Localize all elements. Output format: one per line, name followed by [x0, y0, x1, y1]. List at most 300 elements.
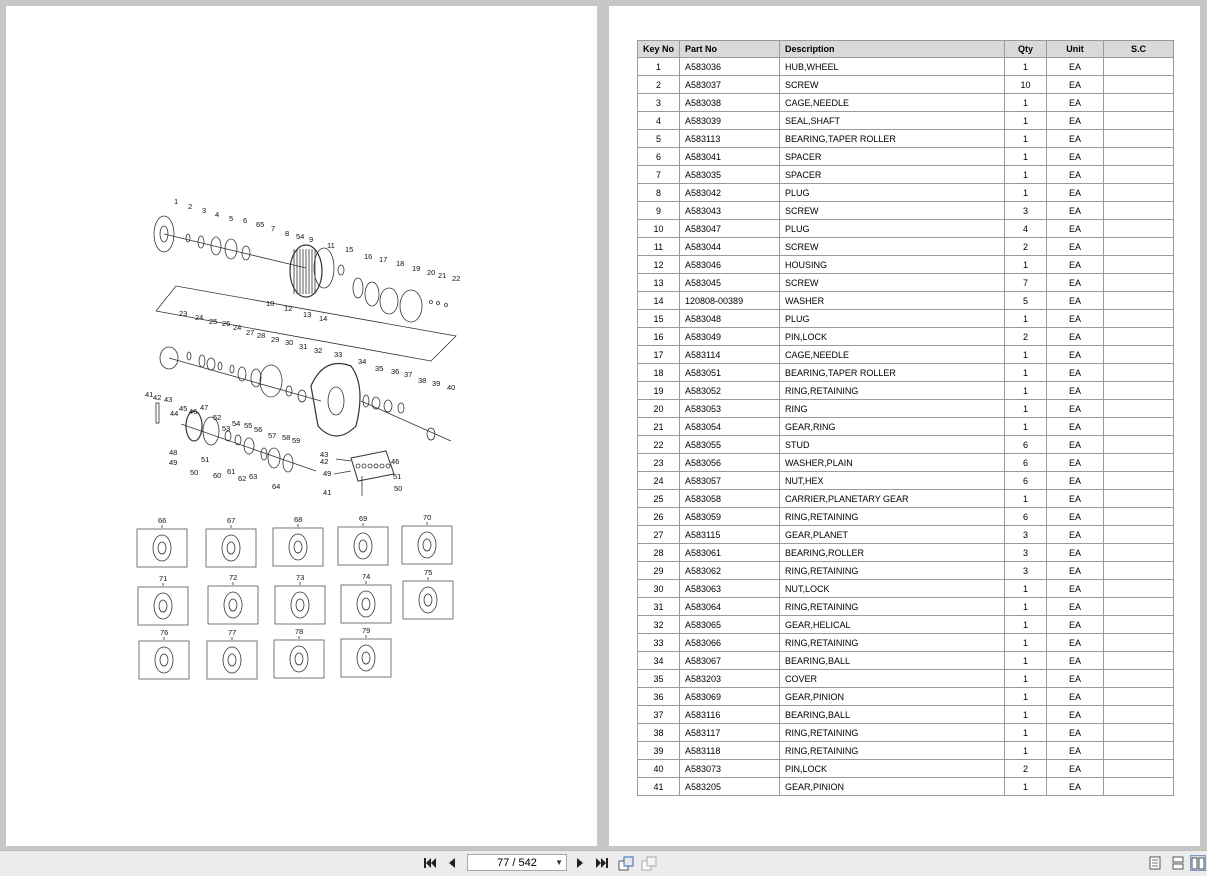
- cell-qty: 6: [1005, 508, 1047, 526]
- cell-unit: EA: [1047, 238, 1104, 256]
- cell-qty: 1: [1005, 652, 1047, 670]
- cell-unit: EA: [1047, 58, 1104, 76]
- cell-sc: [1104, 544, 1174, 562]
- cell-key-no: 5: [638, 130, 680, 148]
- cell-key-no: 12: [638, 256, 680, 274]
- kit-box: [208, 582, 258, 624]
- cell-sc: [1104, 166, 1174, 184]
- cell-sc: [1104, 292, 1174, 310]
- table-row: [638, 220, 1174, 238]
- cell-sc: [1104, 436, 1174, 454]
- cell-sc: [1104, 346, 1174, 364]
- callout-label: 22: [452, 274, 461, 283]
- cell-description: BEARING,TAPER ROLLER: [780, 130, 1005, 148]
- cell-sc: [1104, 742, 1174, 760]
- callout-label: 58: [282, 433, 291, 442]
- table-row: [638, 616, 1174, 634]
- cell-sc: [1104, 202, 1174, 220]
- cell-unit: EA: [1047, 508, 1104, 526]
- cell-description: RING: [780, 400, 1005, 418]
- kit-label: 73: [296, 573, 305, 582]
- cell-key-no: 18: [638, 364, 680, 382]
- last-page-icon: [595, 857, 609, 869]
- cell-description: BEARING,BALL: [780, 706, 1005, 724]
- cell-qty: 1: [1005, 58, 1047, 76]
- cell-part-no: A583114: [680, 346, 780, 364]
- cell-sc: [1104, 706, 1174, 724]
- cell-description: BEARING,BALL: [780, 652, 1005, 670]
- callout-label: 64: [272, 482, 281, 491]
- cell-description: PLUG: [780, 184, 1005, 202]
- cell-qty: 1: [1005, 166, 1047, 184]
- cell-unit: EA: [1047, 418, 1104, 436]
- cell-part-no: A583039: [680, 112, 780, 130]
- cell-key-no: 33: [638, 634, 680, 652]
- table-row: [638, 310, 1174, 328]
- cell-part-no: A583045: [680, 274, 780, 292]
- cell-key-no: 32: [638, 616, 680, 634]
- cell-key-no: 34: [638, 652, 680, 670]
- cell-key-no: 24: [638, 472, 680, 490]
- cell-unit: EA: [1047, 382, 1104, 400]
- cell-unit: EA: [1047, 652, 1104, 670]
- cell-unit: EA: [1047, 148, 1104, 166]
- cell-description: COVER: [780, 670, 1005, 688]
- cell-unit: EA: [1047, 760, 1104, 778]
- cell-unit: EA: [1047, 742, 1104, 760]
- fit-width-icon: [641, 856, 657, 871]
- callout-label: 54: [232, 419, 241, 428]
- cell-part-no: A583061: [680, 544, 780, 562]
- cell-description: SCREW: [780, 76, 1005, 94]
- kit-box: [341, 635, 391, 677]
- cell-sc: [1104, 508, 1174, 526]
- right-page: [609, 6, 1200, 846]
- cell-key-no: 14: [638, 292, 680, 310]
- kit-box: [273, 524, 323, 566]
- fit-width-button[interactable]: [641, 855, 657, 871]
- cell-description: GEAR,PINION: [780, 778, 1005, 796]
- cell-description: GEAR,HELICAL: [780, 616, 1005, 634]
- cell-part-no: A583049: [680, 328, 780, 346]
- cell-qty: 1: [1005, 256, 1047, 274]
- table-row: [638, 184, 1174, 202]
- cell-key-no: 26: [638, 508, 680, 526]
- kit-box: [207, 637, 257, 679]
- cell-qty: 3: [1005, 544, 1047, 562]
- callout-label: 46: [391, 457, 400, 466]
- single-page-view-button[interactable]: [1147, 855, 1163, 871]
- callout-label: 42: [153, 393, 162, 402]
- cell-qty: 1: [1005, 418, 1047, 436]
- cell-part-no: A583118: [680, 742, 780, 760]
- cell-description: PLUG: [780, 220, 1005, 238]
- cell-unit: EA: [1047, 616, 1104, 634]
- table-row: [638, 94, 1174, 112]
- cell-description: CAGE,NEEDLE: [780, 346, 1005, 364]
- callout-label: 45: [179, 404, 188, 413]
- callout-label: 24: [195, 313, 204, 322]
- cell-key-no: 25: [638, 490, 680, 508]
- cell-description: SEAL,SHAFT: [780, 112, 1005, 130]
- cell-description: SCREW: [780, 274, 1005, 292]
- cell-qty: 1: [1005, 742, 1047, 760]
- cell-description: HOUSING: [780, 256, 1005, 274]
- callout-label: 1: [174, 197, 179, 206]
- cell-unit: EA: [1047, 364, 1104, 382]
- page-indicator: 77 / 542: [497, 856, 537, 869]
- cell-part-no: A583057: [680, 472, 780, 490]
- cell-unit: EA: [1047, 130, 1104, 148]
- callout-label: 14: [319, 314, 328, 323]
- cell-unit: EA: [1047, 202, 1104, 220]
- cell-sc: [1104, 238, 1174, 256]
- prev-page-icon: [447, 857, 457, 869]
- cell-qty: 6: [1005, 472, 1047, 490]
- cell-sc: [1104, 364, 1174, 382]
- first-page-button[interactable]: [422, 855, 438, 871]
- cell-qty: 7: [1005, 274, 1047, 292]
- cell-key-no: 20: [638, 400, 680, 418]
- cell-description: CARRIER,PLANETARY GEAR: [780, 490, 1005, 508]
- cell-unit: EA: [1047, 454, 1104, 472]
- fit-page-button[interactable]: [618, 855, 634, 871]
- callout-label: 41: [145, 390, 154, 399]
- cell-key-no: 10: [638, 220, 680, 238]
- cell-description: GEAR,RING: [780, 418, 1005, 436]
- table-row: [638, 58, 1174, 76]
- header-key-no: Key No: [638, 41, 680, 58]
- cell-sc: [1104, 634, 1174, 652]
- cell-key-no: 9: [638, 202, 680, 220]
- table-row: [638, 364, 1174, 382]
- kit-box: [274, 636, 324, 678]
- table-row: [638, 328, 1174, 346]
- cell-qty: 1: [1005, 670, 1047, 688]
- cell-qty: 1: [1005, 346, 1047, 364]
- cell-description: SCREW: [780, 202, 1005, 220]
- cell-key-no: 21: [638, 418, 680, 436]
- cell-sc: [1104, 328, 1174, 346]
- cell-key-no: 16: [638, 328, 680, 346]
- callout-label: 60: [213, 471, 222, 480]
- last-page-button[interactable]: [594, 855, 610, 871]
- cell-unit: EA: [1047, 400, 1104, 418]
- cell-description: BEARING,ROLLER: [780, 544, 1005, 562]
- cell-qty: 1: [1005, 616, 1047, 634]
- cell-description: NUT,HEX: [780, 472, 1005, 490]
- cell-key-no: 39: [638, 742, 680, 760]
- continuous-view-button[interactable]: [1170, 855, 1186, 871]
- cell-description: SCREW: [780, 238, 1005, 256]
- cell-sc: [1104, 94, 1174, 112]
- cell-key-no: 22: [638, 436, 680, 454]
- kit-label: 67: [227, 516, 236, 525]
- cell-qty: 1: [1005, 310, 1047, 328]
- table-row: [638, 760, 1174, 778]
- cell-description: HUB,WHEEL: [780, 58, 1005, 76]
- table-row: [638, 652, 1174, 670]
- cell-unit: EA: [1047, 526, 1104, 544]
- callout-label: 3: [202, 206, 207, 215]
- cell-qty: 1: [1005, 778, 1047, 796]
- cell-sc: [1104, 472, 1174, 490]
- cell-qty: 3: [1005, 526, 1047, 544]
- table-row: [638, 76, 1174, 94]
- table-row: [638, 490, 1174, 508]
- callout-label: 35: [375, 364, 384, 373]
- two-page-icon: [1191, 857, 1205, 870]
- table-row: [638, 112, 1174, 130]
- page-number-field[interactable]: [467, 854, 567, 871]
- cell-part-no: A583052: [680, 382, 780, 400]
- cell-part-no: A583059: [680, 508, 780, 526]
- cell-description: STUD: [780, 436, 1005, 454]
- kit-label: 70: [423, 513, 432, 522]
- cell-key-no: 7: [638, 166, 680, 184]
- cell-qty: 5: [1005, 292, 1047, 310]
- table-row: [638, 436, 1174, 454]
- cell-qty: 1: [1005, 724, 1047, 742]
- cell-sc: [1104, 58, 1174, 76]
- header-qty: Qty: [1005, 41, 1047, 58]
- kit-box: [338, 523, 388, 565]
- cell-description: PLUG: [780, 310, 1005, 328]
- callout-label: 43: [164, 395, 173, 404]
- callout-label: 62: [238, 474, 247, 483]
- callout-label: 25: [209, 317, 218, 326]
- cell-part-no: A583043: [680, 202, 780, 220]
- cell-part-no: A583048: [680, 310, 780, 328]
- cell-unit: EA: [1047, 184, 1104, 202]
- cell-description: SPACER: [780, 148, 1005, 166]
- cell-unit: EA: [1047, 292, 1104, 310]
- callout-label: 59: [292, 436, 301, 445]
- cell-description: RING,RETAINING: [780, 598, 1005, 616]
- cell-unit: EA: [1047, 76, 1104, 94]
- cell-part-no: A583064: [680, 598, 780, 616]
- cell-unit: EA: [1047, 562, 1104, 580]
- cell-part-no: A583063: [680, 580, 780, 598]
- table-row: [638, 706, 1174, 724]
- callout-label: 27: [246, 328, 255, 337]
- cell-key-no: 8: [638, 184, 680, 202]
- cell-qty: 1: [1005, 148, 1047, 166]
- cell-key-no: 11: [638, 238, 680, 256]
- kit-label: 72: [229, 573, 238, 582]
- callout-label: 53: [222, 424, 231, 433]
- cell-sc: [1104, 130, 1174, 148]
- kit-label: 76: [160, 628, 169, 637]
- cell-description: WASHER,PLAIN: [780, 454, 1005, 472]
- header-sc: S.C: [1104, 41, 1174, 58]
- kit-box: [341, 581, 391, 623]
- cell-unit: EA: [1047, 346, 1104, 364]
- kit-label: 68: [294, 515, 303, 524]
- cell-unit: EA: [1047, 490, 1104, 508]
- cell-qty: 1: [1005, 580, 1047, 598]
- callout-label: 40: [447, 383, 456, 392]
- callout-label: 61: [227, 467, 236, 476]
- table-row: [638, 400, 1174, 418]
- callout-label: 15: [345, 245, 354, 254]
- cell-part-no: A583035: [680, 166, 780, 184]
- cell-part-no: A583038: [680, 94, 780, 112]
- table-row: [638, 130, 1174, 148]
- cell-part-no: A583066: [680, 634, 780, 652]
- prev-page-button[interactable]: [444, 855, 460, 871]
- cell-unit: EA: [1047, 328, 1104, 346]
- cell-unit: EA: [1047, 688, 1104, 706]
- cell-sc: [1104, 526, 1174, 544]
- cell-qty: 2: [1005, 238, 1047, 256]
- table-row: [638, 274, 1174, 292]
- cell-qty: 3: [1005, 202, 1047, 220]
- cell-sc: [1104, 112, 1174, 130]
- callout-label: 31: [299, 342, 308, 351]
- callout-label: 7: [271, 224, 276, 233]
- kit-label: 77: [228, 628, 237, 637]
- cell-unit: EA: [1047, 472, 1104, 490]
- kit-box: [139, 637, 189, 679]
- callout-label: 50: [394, 484, 403, 493]
- callout-label: 33: [334, 350, 343, 359]
- cell-description: GEAR,PLANET: [780, 526, 1005, 544]
- callout-label: 41: [323, 488, 332, 497]
- cell-sc: [1104, 490, 1174, 508]
- cell-qty: 2: [1005, 760, 1047, 778]
- callout-label: 21: [438, 271, 447, 280]
- callout-label: 11: [327, 241, 335, 250]
- cell-key-no: 38: [638, 724, 680, 742]
- cell-sc: [1104, 454, 1174, 472]
- cell-unit: EA: [1047, 112, 1104, 130]
- cell-part-no: A583042: [680, 184, 780, 202]
- cell-sc: [1104, 598, 1174, 616]
- cell-unit: EA: [1047, 670, 1104, 688]
- table-row: [638, 166, 1174, 184]
- cell-unit: EA: [1047, 166, 1104, 184]
- cell-unit: EA: [1047, 544, 1104, 562]
- parts-table: [637, 40, 1174, 796]
- callout-label: 49: [169, 458, 178, 467]
- cell-qty: 2: [1005, 328, 1047, 346]
- cell-sc: [1104, 220, 1174, 238]
- kit-label: 66: [158, 516, 167, 525]
- cell-description: RING,RETAINING: [780, 742, 1005, 760]
- table-row: [638, 526, 1174, 544]
- callout-label: 13: [303, 310, 312, 319]
- cell-part-no: A583073: [680, 760, 780, 778]
- table-row: [638, 202, 1174, 220]
- cell-description: RING,RETAINING: [780, 724, 1005, 742]
- callout-label: 9: [309, 235, 314, 244]
- cell-sc: [1104, 148, 1174, 166]
- callout-label: 4: [215, 210, 220, 219]
- callout-label: 16: [364, 252, 373, 261]
- cell-description: PIN,LOCK: [780, 760, 1005, 778]
- callout-label: 42: [320, 457, 329, 466]
- cell-description: GEAR,PINION: [780, 688, 1005, 706]
- cell-part-no: A583117: [680, 724, 780, 742]
- table-header-row: [638, 41, 1174, 58]
- cell-key-no: 4: [638, 112, 680, 130]
- chevron-down-icon[interactable]: ▼: [555, 858, 563, 867]
- cell-qty: 10: [1005, 76, 1047, 94]
- next-page-icon: [575, 857, 585, 869]
- table-row: [638, 544, 1174, 562]
- cell-key-no: 3: [638, 94, 680, 112]
- callout-label: 55: [244, 421, 253, 430]
- kit-label: 71: [159, 574, 168, 583]
- kit-box: [403, 577, 453, 619]
- cell-key-no: 30: [638, 580, 680, 598]
- cell-key-no: 40: [638, 760, 680, 778]
- cell-part-no: A583069: [680, 688, 780, 706]
- cell-description: RING,RETAINING: [780, 382, 1005, 400]
- callout-label: 6: [243, 216, 248, 225]
- table-row: [638, 724, 1174, 742]
- header-part-no: Part No: [680, 41, 780, 58]
- continuous-page-icon: [1172, 856, 1184, 870]
- cell-qty: 1: [1005, 130, 1047, 148]
- cell-qty: 1: [1005, 94, 1047, 112]
- two-page-view-button[interactable]: [1190, 855, 1206, 871]
- next-page-button[interactable]: [572, 855, 588, 871]
- callout-label: 32: [314, 346, 323, 355]
- cell-sc: [1104, 670, 1174, 688]
- cell-qty: 1: [1005, 490, 1047, 508]
- cell-key-no: 28: [638, 544, 680, 562]
- callout-label: 37: [404, 370, 413, 379]
- callout-label: 24: [233, 323, 242, 332]
- cell-key-no: 13: [638, 274, 680, 292]
- callout-label: 20: [427, 268, 436, 277]
- header-unit: Unit: [1047, 41, 1104, 58]
- cell-part-no: A583203: [680, 670, 780, 688]
- callout-label: 23: [179, 309, 188, 318]
- cell-qty: 4: [1005, 220, 1047, 238]
- callout-label: 34: [358, 357, 367, 366]
- cell-part-no: A583036: [680, 58, 780, 76]
- cell-part-no: A583113: [680, 130, 780, 148]
- cell-qty: 1: [1005, 688, 1047, 706]
- cell-part-no: A583053: [680, 400, 780, 418]
- single-page-icon: [1149, 856, 1161, 870]
- cell-part-no: A583044: [680, 238, 780, 256]
- cell-description: BEARING,TAPER ROLLER: [780, 364, 1005, 382]
- cell-description: CAGE,NEEDLE: [780, 94, 1005, 112]
- kit-box: [138, 583, 188, 625]
- cell-key-no: 27: [638, 526, 680, 544]
- callout-label: 10: [266, 299, 275, 308]
- cell-unit: EA: [1047, 220, 1104, 238]
- cell-sc: [1104, 418, 1174, 436]
- cell-description: RING,RETAINING: [780, 562, 1005, 580]
- cell-unit: EA: [1047, 634, 1104, 652]
- cell-unit: EA: [1047, 274, 1104, 292]
- cell-key-no: 6: [638, 148, 680, 166]
- table-row: [638, 670, 1174, 688]
- table-row: [638, 382, 1174, 400]
- kit-box: [402, 522, 452, 564]
- table-row: [638, 688, 1174, 706]
- table-row: [638, 508, 1174, 526]
- cell-key-no: 41: [638, 778, 680, 796]
- callout-label: 29: [271, 335, 280, 344]
- cell-part-no: A583047: [680, 220, 780, 238]
- callout-label: 46: [189, 407, 198, 416]
